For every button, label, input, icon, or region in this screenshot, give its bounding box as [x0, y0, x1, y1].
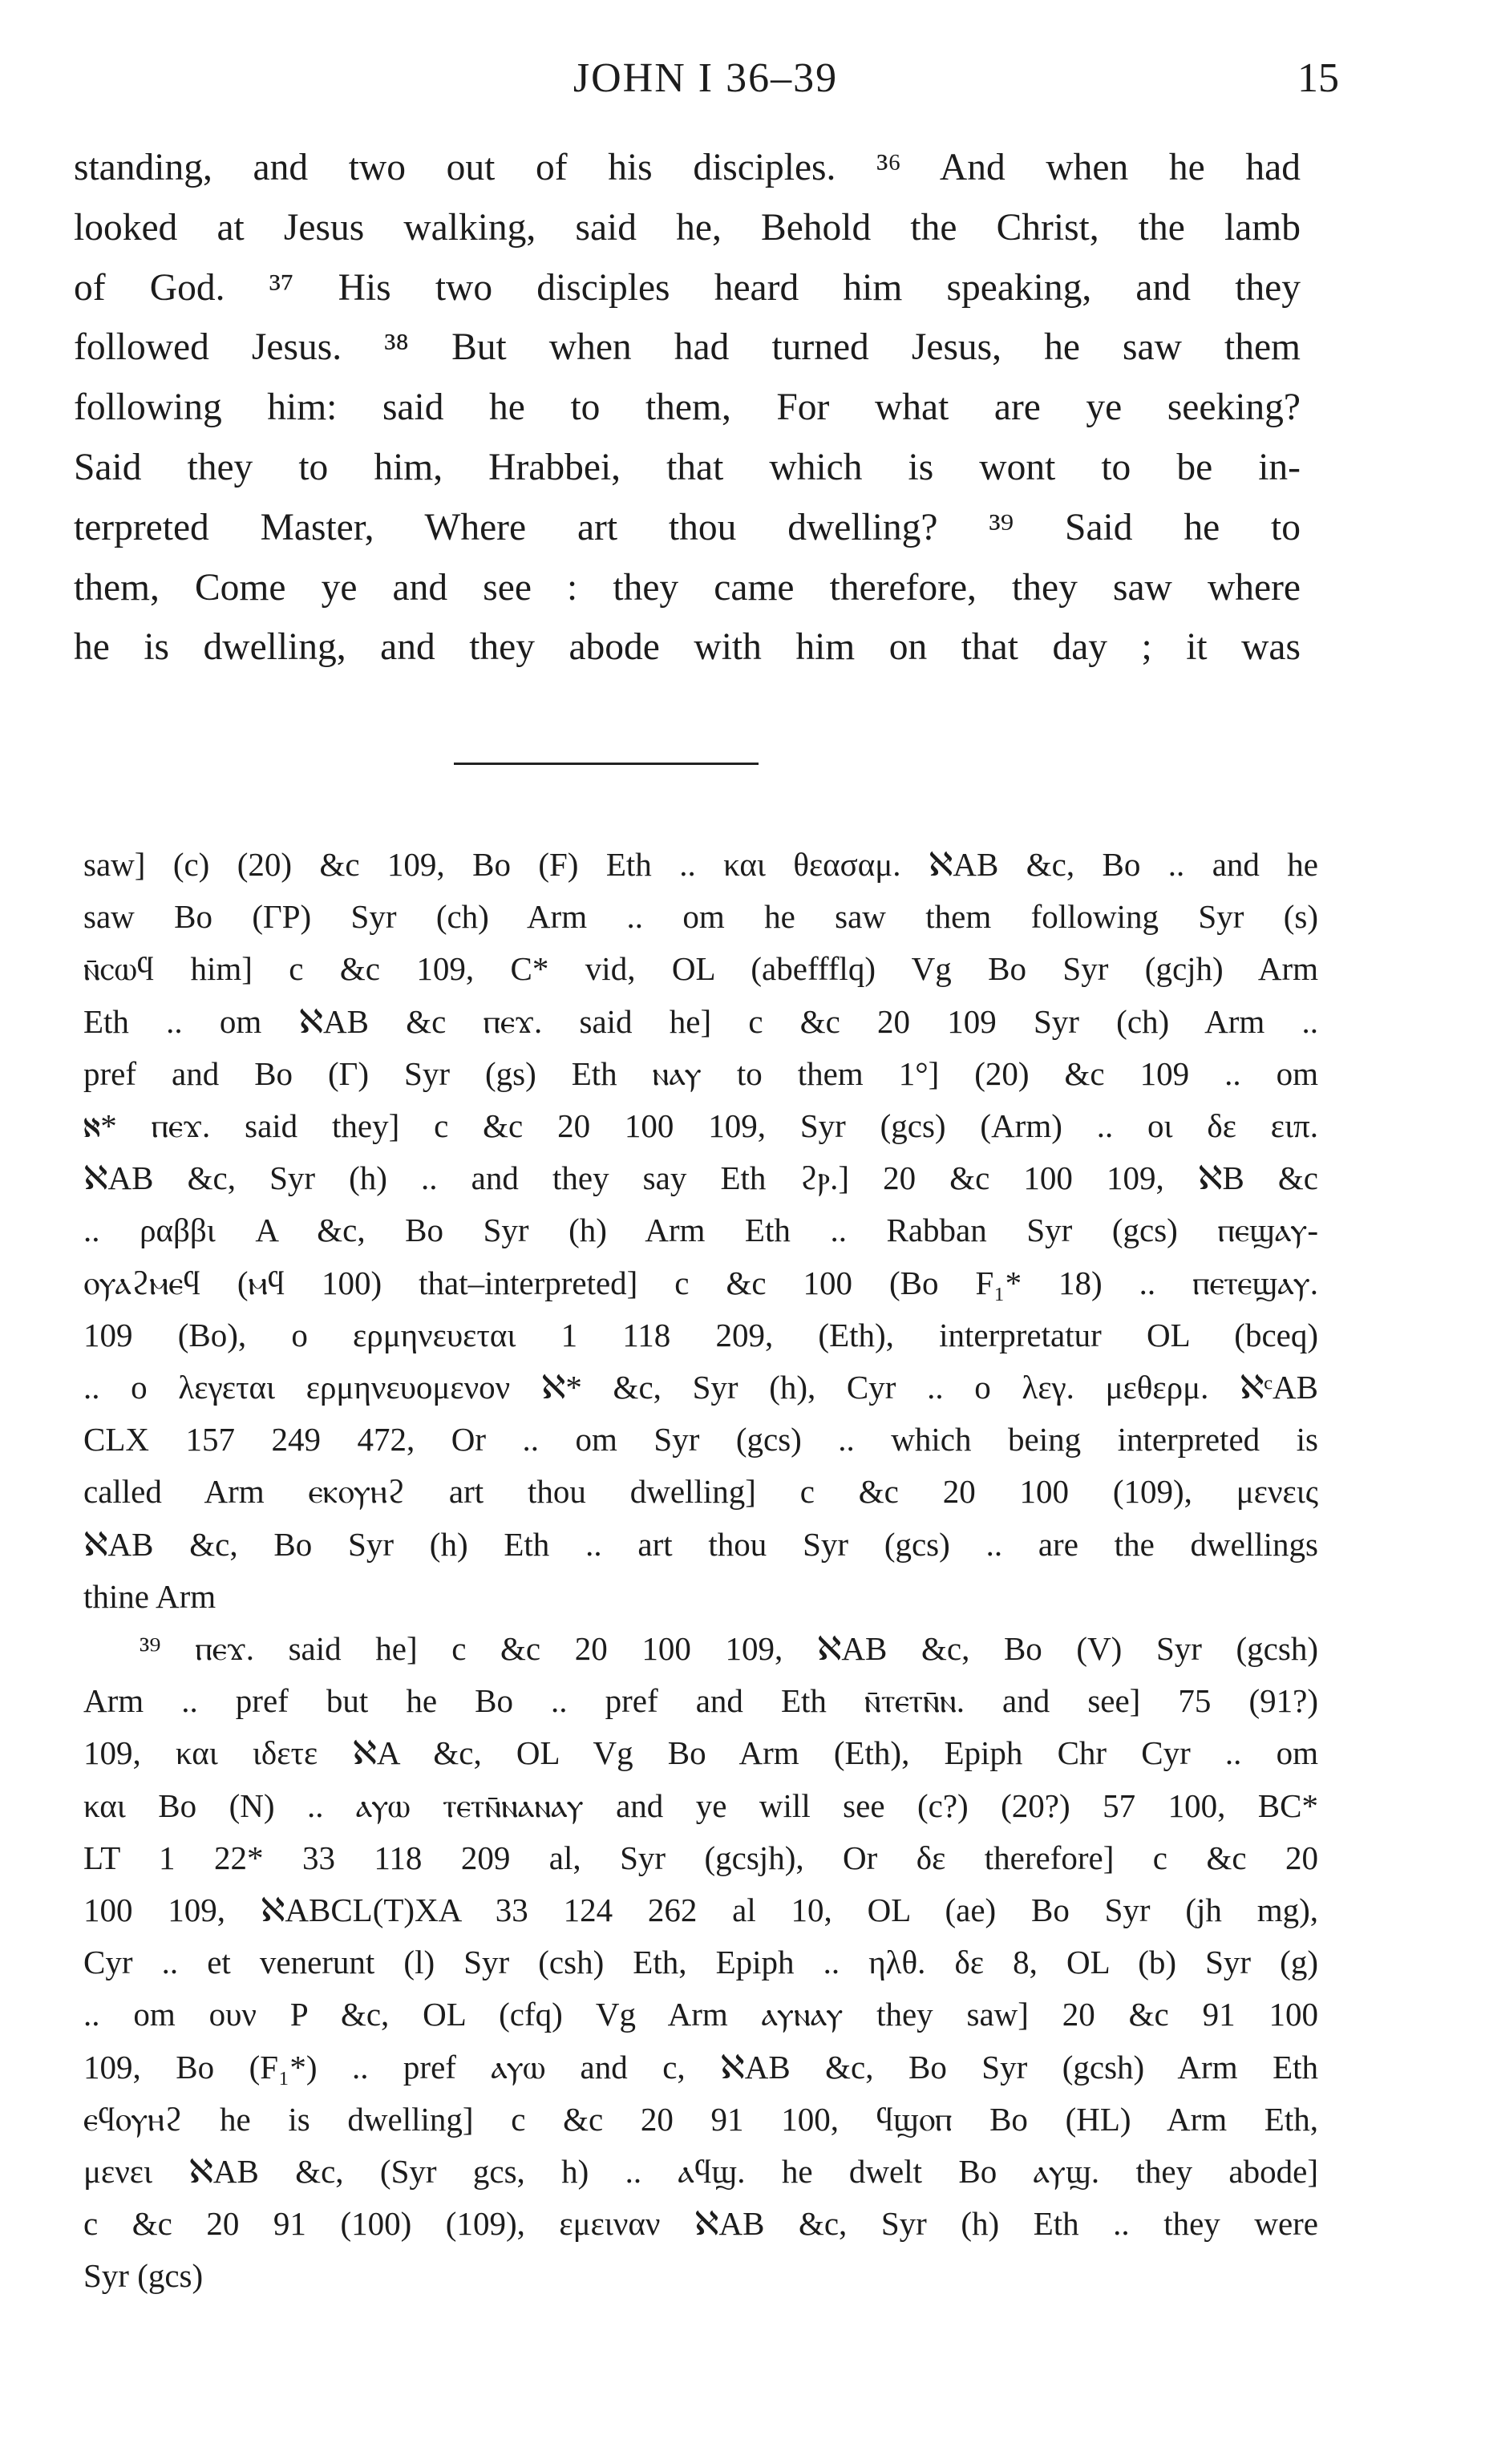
apparatus-line: 100 109, ℵABCL(T)XA 33 124 262 al 10, OL (ae) Bo Syr (jh mg), — [83, 1891, 1318, 1929]
apparatus-line: ⲛ̄ⲥⲱϥ him] c &c 109, C* vid, OL (abeffflq) Vg Bo Syr (gcjh) Arm — [83, 950, 1318, 988]
apparatus-line: .. ραββι A &c, Bo Syr (h) Arm Eth .. Rabban Syr (gcs) ⲡⲉϣⲁⲩ- — [83, 1212, 1318, 1249]
page-number: 15 — [1297, 55, 1339, 101]
text-line: looked at Jesus walking, said he, Behold the Christ, the lamb — [74, 206, 1301, 249]
running-head: JOHN I 36–39 — [573, 55, 839, 101]
apparatus-line: ⲟⲩⲁϩⲙⲉϥ (ⲙϥ 100) that–interpreted] c &c 100 (Bo F₁* 18) .. ⲡⲉⲧⲉϣⲁⲩ. — [83, 1264, 1318, 1301]
section-divider — [454, 763, 759, 765]
apparatus-line: 109, Bo (F₁*) .. pref ⲁⲩⲱ and c, ℵAB &c, Bo Syr (gcsh) Arm Eth — [83, 2048, 1318, 2086]
apparatus-line: called Arm ⲉⲕⲟⲩⲏϩ art thou dwelling] c &c 20 100 (109), μενεις — [83, 1473, 1318, 1511]
text-line: them, Come ye and see : they came therefore, they saw where — [74, 566, 1301, 609]
text-line: he is dwelling, and they abode with him on that day ; it was — [74, 626, 1301, 669]
apparatus-line: saw] (c) (20) &c 109, Bo (F) Eth .. και θεασαμ. ℵAB &c, Bo .. and he — [83, 846, 1318, 883]
apparatus-line: Syr (gcs) — [83, 2257, 204, 2295]
text-line: Said they to him, Hrabbei, that which is wont to be in- — [74, 446, 1301, 488]
text-line: following him: said he to them, For what are ye seeking? — [74, 386, 1301, 429]
apparatus-line: ℵ* ⲡⲉϫ. said they] c &c 20 100 109, Syr (gcs) (Arm) .. οι δε ειπ. — [83, 1107, 1318, 1145]
apparatus-line: 109 (Bo), ο ερμηνευεται 1 118 209, (Eth), interpretatur OL (bceq) — [83, 1316, 1318, 1353]
page-header — [72, 55, 1339, 111]
text-line: of God. ³⁷ His two disciples heard him speaking, and they — [74, 266, 1301, 309]
apparatus-line: Arm .. pref but he Bo .. pref and Eth ⲛ̄ⲧⲉⲧⲛ̄ⲛ. and see] 75 (91?) — [83, 1682, 1318, 1720]
apparatus-line: Cyr .. et venerunt (l) Syr (csh) Eth, Epiph .. ηλθ. δε 8, OL (b) Syr (g) — [83, 1944, 1318, 1981]
main-text — [74, 138, 1301, 678]
apparatus-line: .. om ουν P &c, OL (cfq) Vg Arm ⲁⲩⲛⲁⲩ they saw] 20 &c 91 100 — [83, 1996, 1318, 2033]
apparatus-line: saw Bo (ΓP) Syr (ch) Arm .. om he saw them following Syr (s) — [83, 898, 1318, 936]
apparatus-line: Eth .. om ℵAB &c ⲡⲉϫ. said he] c &c 20 109 Syr (ch) Arm .. — [83, 1002, 1318, 1040]
apparatus-line: ℵAB &c, Syr (h) .. and they say Eth ϩⲣ.] 20 &c 100 109, ℵB &c — [83, 1159, 1318, 1197]
apparatus-line: ℵAB &c, Bo Syr (h) Eth .. art thou Syr (gcs) .. are the dwellings — [83, 1525, 1318, 1563]
apparatus-line: c &c 20 91 (100) (109), εμειναν ℵAB &c, Syr (h) Eth .. they were — [83, 2205, 1318, 2243]
text-line: terpreted Master, Where art thou dwelling? ³⁹ Said he to — [74, 506, 1301, 548]
critical-apparatus — [83, 839, 1318, 2303]
apparatus-line: και Bo (N) .. ⲁⲩⲱ ⲧⲉⲧⲛ̄ⲛⲁⲛⲁⲩ and ye will see (c?) (20?) 57 100, BC* — [83, 1786, 1318, 1824]
apparatus-line: LT 1 22* 33 118 209 al, Syr (gcsjh), Or δε therefore] c &c 20 — [83, 1839, 1318, 1876]
apparatus-line: pref and Bo (Γ) Syr (gs) Eth ⲛⲁⲩ to them 1°] (20) &c 109 .. om — [83, 1054, 1318, 1092]
apparatus-line: .. ο λεγεται ερμηνευομενον ℵ* &c, Syr (h), Cyr .. ο λεγ. μεθερμ. ℵᶜAB — [83, 1369, 1318, 1406]
text-line: standing, and two out of his disciples. ³⁶ And when he had — [74, 147, 1301, 188]
apparatus-line: ⲉϥⲟⲩⲏϩ he is dwelling] c &c 20 91 100, ϥϣⲟⲡ Bo (HL) Arm Eth, — [83, 2100, 1318, 2138]
apparatus-line: ³⁹ ⲡⲉϫ. said he] c &c 20 100 109, ℵAB &c, Bo (V) Syr (gcsh) — [140, 1630, 1318, 1668]
apparatus-line: 109, και ιδετε ℵA &c, OL Vg Bo Arm (Eth), Epiph Chr Cyr .. om — [83, 1734, 1318, 1772]
apparatus-line: CLX 157 249 472, Or .. om Syr (gcs) .. which being interpreted is — [83, 1421, 1318, 1459]
apparatus-line: μενει ℵAB &c, (Syr gcs, h) .. ⲁϥϣ. he dwelt Bo ⲁⲩϣ. they abode] — [83, 2153, 1318, 2191]
text-line: followed Jesus. ³⁸ But when had turned Jesus, he saw them — [74, 326, 1301, 369]
apparatus-line: thine Arm — [83, 1577, 216, 1615]
